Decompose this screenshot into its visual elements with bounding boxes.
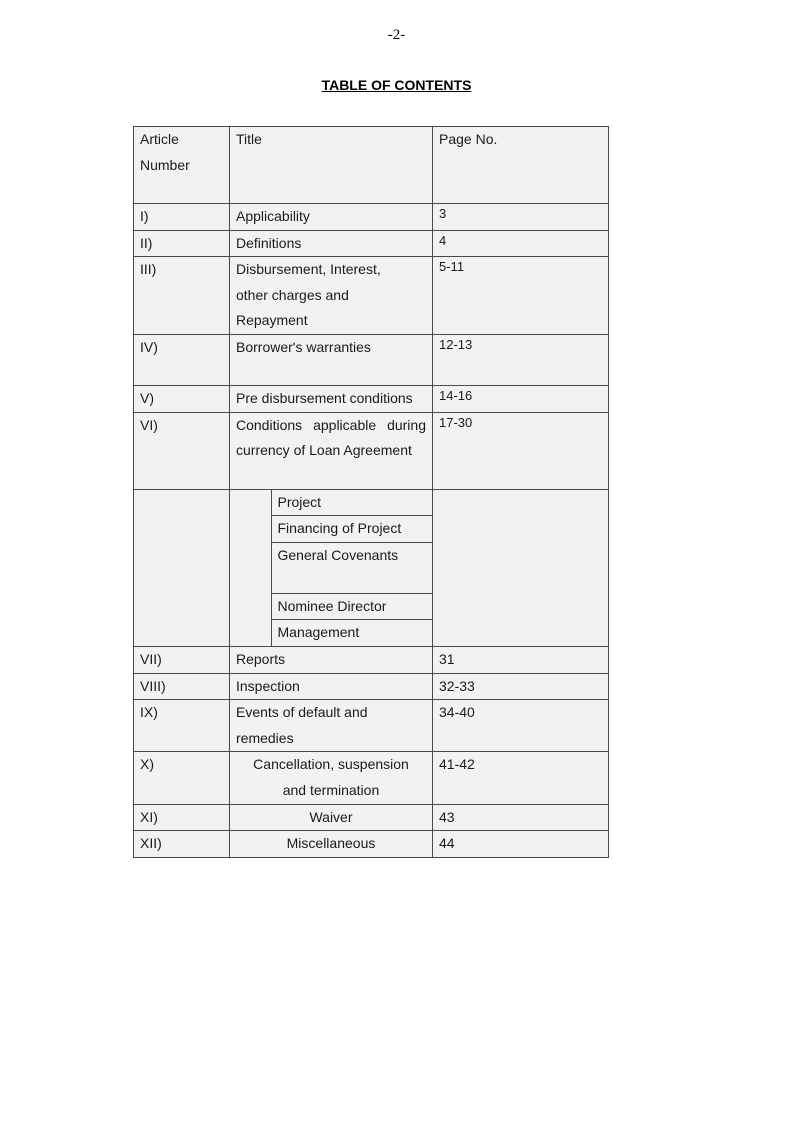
page-ref: 44 [433, 831, 609, 858]
table-row [134, 385, 609, 412]
article-title: Applicability [230, 204, 433, 231]
table-row [134, 831, 609, 858]
page-ref: 3 [433, 204, 609, 231]
toc-table [133, 126, 609, 858]
article-number: I) [134, 204, 230, 231]
header-title: Title [230, 127, 433, 204]
article-title: Reports [230, 646, 433, 673]
table-row [134, 412, 609, 489]
article-number: V) [134, 385, 230, 412]
article-number: VII) [134, 646, 230, 673]
article-number: IV) [134, 334, 230, 385]
article-title: Disbursement, Interest, other charges and Repayment [230, 257, 433, 335]
table-row [134, 646, 609, 673]
article-number: VI) [134, 412, 230, 489]
article-number: XII) [134, 831, 230, 858]
article-number: VIII) [134, 673, 230, 700]
table-row [134, 257, 609, 335]
table-row [134, 334, 609, 385]
page-ref: 5-11 [433, 257, 609, 335]
table-row [134, 804, 609, 831]
sub-items-indent [230, 490, 271, 646]
sub-items-row [134, 489, 609, 646]
table-row [134, 752, 609, 804]
article-title: Borrower's warranties [230, 334, 433, 385]
sub-items-table [230, 490, 432, 646]
page-ref: 34-40 [433, 700, 609, 752]
article-title: Inspection [230, 673, 433, 700]
article-title: Waiver [230, 804, 433, 831]
article-number: X) [134, 752, 230, 804]
page-ref: 17-30 [433, 412, 609, 489]
table-row [134, 204, 609, 231]
table-row [134, 700, 609, 752]
table-row [134, 230, 609, 257]
sub-items-cell [230, 489, 433, 646]
page-ref: 4 [433, 230, 609, 257]
empty-cell [134, 489, 230, 646]
article-title: Conditions applicable during currency of Loan Agreement [230, 412, 433, 489]
page-title: TABLE OF CONTENTS [321, 77, 472, 93]
page-ref: 41-42 [433, 752, 609, 804]
header-article: Article Number [134, 127, 230, 204]
table-header-row [134, 127, 609, 204]
article-title: Cancellation, suspension and termination [230, 752, 433, 804]
page-ref: 12-13 [433, 334, 609, 385]
article-title: Miscellaneous [230, 831, 433, 858]
article-number: II) [134, 230, 230, 257]
article-title: Definitions [230, 230, 433, 257]
page-number: -2- [387, 27, 406, 43]
sub-item: Financing of Project [271, 516, 432, 543]
page-ref: 32-33 [433, 673, 609, 700]
sub-item: Project [271, 490, 432, 516]
article-number: XI) [134, 804, 230, 831]
header-page: Page No. [433, 127, 609, 204]
table-row [134, 673, 609, 700]
page-ref: 43 [433, 804, 609, 831]
article-title: Events of default and remedies [230, 700, 433, 752]
sub-item: Nominee Director [271, 593, 432, 620]
article-title: Pre disbursement conditions [230, 385, 433, 412]
sub-item: Management [271, 620, 432, 646]
page-ref: 31 [433, 646, 609, 673]
empty-cell [433, 489, 609, 646]
page-ref: 14-16 [433, 385, 609, 412]
article-number: IX) [134, 700, 230, 752]
article-number: III) [134, 257, 230, 335]
sub-item: General Covenants [271, 542, 432, 593]
